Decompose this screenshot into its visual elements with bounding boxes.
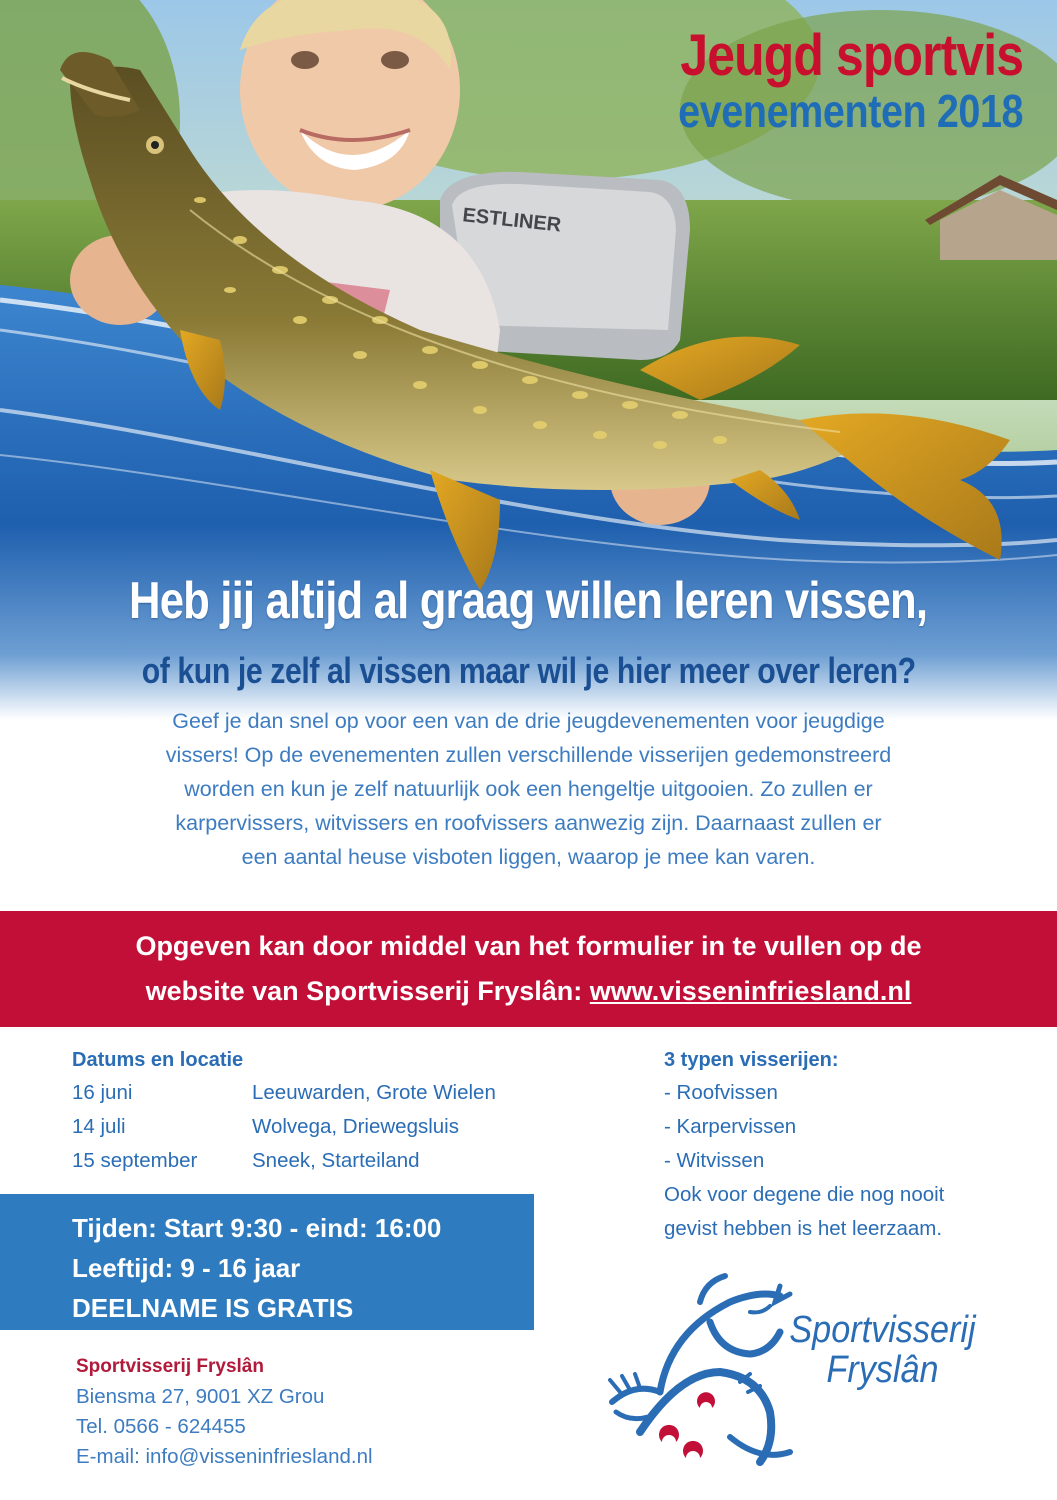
contact-org: Sportvisserij Fryslân bbox=[76, 1356, 264, 1377]
event-date: 15 september bbox=[72, 1149, 198, 1172]
event-date: 16 juni bbox=[72, 1081, 133, 1104]
dates-section bbox=[72, 1044, 592, 1178]
logo-line-1: Sportvisserij bbox=[789, 1309, 976, 1351]
signup-line-1: Opgeven kan door middel van het formulier in te vullen op de bbox=[135, 931, 922, 961]
signup-prefix: website van Sportvisserij Fryslân: bbox=[145, 976, 590, 1006]
signup-line-2 bbox=[0, 969, 1057, 1014]
hero-photo bbox=[0, 0, 1057, 720]
type-item: - Karpervissen bbox=[664, 1115, 797, 1138]
logo-line-2: Fryslân bbox=[826, 1349, 939, 1391]
event-date: 14 juli bbox=[72, 1115, 126, 1138]
logo-text bbox=[770, 1310, 995, 1390]
types-note-line: Ook voor degene die nog nooit bbox=[664, 1183, 945, 1206]
seat-brand-text: ESTLINER bbox=[461, 204, 563, 237]
website-link[interactable]: www.visseninfriesland.nl bbox=[589, 976, 912, 1006]
intro-paragraph bbox=[80, 704, 977, 874]
title-line-1: Jeugd sportvis bbox=[680, 23, 1023, 88]
event-location: Wolvega, Driewegsluis bbox=[252, 1115, 459, 1138]
intro-line: karpervissers, witvissers en roofvissers aanwezig zijn. Daarnaast zullen er bbox=[175, 811, 882, 835]
contact-phone: Tel. 0566 - 624455 bbox=[76, 1415, 246, 1438]
intro-line: worden en kun je zelf natuurlijk ook een hengeltje uitgooien. Zo zullen er bbox=[184, 777, 873, 801]
fishing-types-section bbox=[664, 1044, 1024, 1246]
contact-block bbox=[76, 1352, 373, 1472]
age-text: Leeftijd: 9 - 16 jaar bbox=[72, 1253, 301, 1283]
main-headline-text: Heb jij altijd al graag willen leren vissen, bbox=[129, 572, 928, 630]
date-row bbox=[72, 1144, 592, 1178]
sub-headline bbox=[0, 646, 1057, 696]
event-location: Leeuwarden, Grote Wielen bbox=[252, 1081, 496, 1104]
intro-line: vissers! Op de evenementen zullen verschillende visserijen gedemonstreerd bbox=[165, 743, 892, 767]
info-box bbox=[0, 1194, 534, 1330]
main-headline bbox=[0, 568, 1057, 634]
contact-email[interactable]: E-mail: info@visseninfriesland.nl bbox=[76, 1445, 373, 1468]
times-text: Tijden: Start 9:30 - eind: 16:00 bbox=[72, 1213, 442, 1243]
dates-heading: Datums en locatie bbox=[72, 1049, 244, 1071]
event-location: Sneek, Starteiland bbox=[252, 1149, 420, 1172]
types-note-line: gevist hebben is het leerzaam. bbox=[664, 1217, 943, 1240]
contact-address: Biensma 27, 9001 XZ Grou bbox=[76, 1385, 325, 1408]
date-row bbox=[72, 1076, 592, 1110]
free-text: DEELNAME IS GRATIS bbox=[72, 1293, 354, 1323]
title-line-2: evenementen 2018 bbox=[678, 85, 1023, 137]
event-title bbox=[622, 23, 1023, 137]
signup-banner bbox=[0, 911, 1057, 1027]
sub-headline-text: of kun je zelf al vissen maar wil je hier meer over leren? bbox=[141, 650, 916, 691]
type-item: - Roofvissen bbox=[664, 1081, 778, 1104]
type-item: - Witvissen bbox=[664, 1149, 765, 1172]
types-heading: 3 typen visserijen: bbox=[664, 1049, 839, 1071]
intro-line: een aantal heuse visboten liggen, waarop je mee kan varen. bbox=[241, 845, 816, 869]
date-row bbox=[72, 1110, 592, 1144]
sportvisserij-logo bbox=[600, 1262, 1040, 1472]
intro-line: Geef je dan snel op voor een van de drie jeugdevenementen voor jeugdige bbox=[172, 709, 885, 733]
